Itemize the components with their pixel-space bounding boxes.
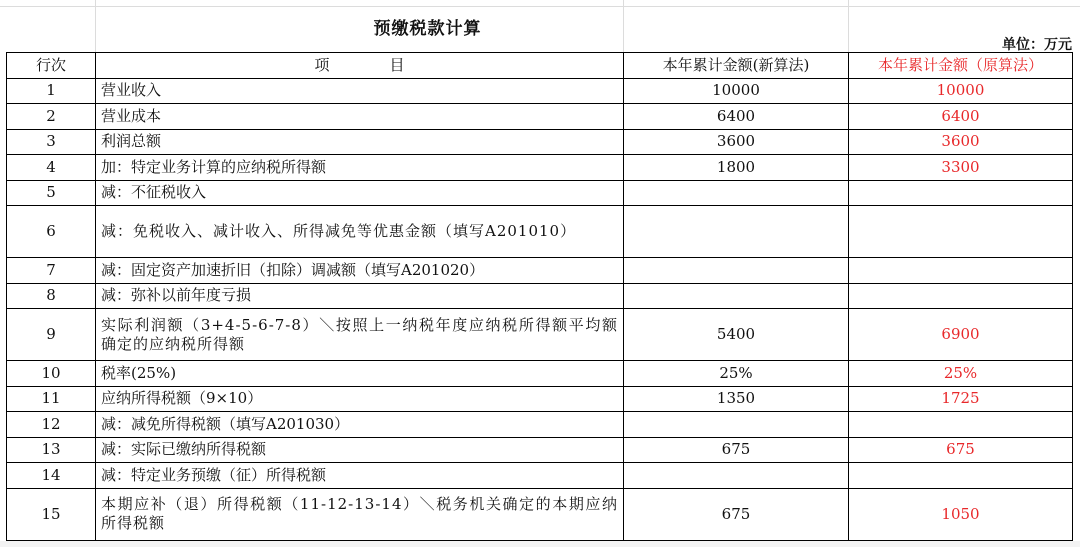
old-method-cell[interactable]	[849, 206, 1073, 258]
new-method-cell[interactable]: 3600	[624, 129, 849, 155]
row-number-cell[interactable]: 4	[7, 155, 96, 181]
new-method-cell[interactable]: 10000	[624, 78, 849, 104]
table-row	[7, 180, 1073, 206]
old-method-cell[interactable]: 3600	[849, 129, 1073, 155]
table-row	[7, 488, 1073, 540]
new-method-cell[interactable]	[624, 206, 849, 258]
table-row	[7, 463, 1073, 489]
item-cell[interactable]: 减：减免所得税额（填写A201030）	[96, 412, 624, 438]
row-number-cell[interactable]: 14	[7, 463, 96, 489]
table-row	[7, 104, 1073, 130]
row-number-cell[interactable]: 12	[7, 412, 96, 438]
new-method-cell[interactable]	[624, 283, 849, 309]
new-method-cell[interactable]: 1350	[624, 386, 849, 412]
row-number-cell[interactable]: 6	[7, 206, 96, 258]
new-method-cell[interactable]: 1800	[624, 155, 849, 181]
item-cell[interactable]: 营业收入	[96, 78, 624, 104]
item-cell[interactable]: 减：不征税收入	[96, 180, 624, 206]
item-cell[interactable]: 减：实际已缴纳所得税额	[96, 437, 624, 463]
item-cell[interactable]: 税率(25%)	[96, 361, 624, 387]
old-method-cell[interactable]: 3300	[849, 155, 1073, 181]
old-method-cell[interactable]: 6900	[849, 309, 1073, 361]
item-cell[interactable]: 减：固定资产加速折旧（扣除）调减额（填写A201020）	[96, 258, 624, 284]
old-method-cell[interactable]: 1050	[849, 488, 1073, 540]
item-cell[interactable]: 营业成本	[96, 104, 624, 130]
old-method-cell[interactable]	[849, 412, 1073, 438]
new-method-cell[interactable]: 5400	[624, 309, 849, 361]
row-number-cell[interactable]: 5	[7, 180, 96, 206]
row-number-cell[interactable]: 13	[7, 437, 96, 463]
new-method-cell[interactable]	[624, 258, 849, 284]
row-number-cell[interactable]: 9	[7, 309, 96, 361]
old-method-cell[interactable]	[849, 258, 1073, 284]
header-old-method[interactable]: 本年累计金额（原算法）	[849, 53, 1073, 79]
table-row	[7, 386, 1073, 412]
new-method-cell[interactable]: 6400	[624, 104, 849, 130]
new-method-cell[interactable]: 675	[624, 437, 849, 463]
old-method-cell[interactable]	[849, 463, 1073, 489]
table-row	[7, 258, 1073, 284]
row-number-cell[interactable]: 15	[7, 488, 96, 540]
old-method-cell[interactable]: 10000	[849, 78, 1073, 104]
header-row-number[interactable]: 行次	[7, 53, 96, 79]
sheet-bottom-strip	[0, 541, 1080, 547]
table-row	[7, 437, 1073, 463]
new-method-cell[interactable]: 675	[624, 488, 849, 540]
item-cell[interactable]: 实际利润额（3+4-5-6-7-8）＼按照上一纳税年度应纳税所得额平均额确定的应纳税所得额	[96, 309, 624, 361]
table-row	[7, 206, 1073, 258]
row-number-cell[interactable]: 11	[7, 386, 96, 412]
item-cell[interactable]: 利润总额	[96, 129, 624, 155]
old-method-cell[interactable]: 25%	[849, 361, 1073, 387]
gridline	[0, 6, 1080, 7]
table-row	[7, 129, 1073, 155]
table-row	[7, 309, 1073, 361]
sheet-title: 预缴税款计算	[373, 19, 482, 39]
item-cell[interactable]: 减：免税收入、减计收入、所得减免等优惠金额（填写A201010）	[96, 206, 624, 258]
item-cell[interactable]: 应纳所得税额（9×10）	[96, 386, 624, 412]
old-method-cell[interactable]: 675	[849, 437, 1073, 463]
header-item[interactable]: 项 目	[96, 53, 624, 79]
table-header-row	[7, 53, 1073, 79]
item-cell[interactable]: 本期应补（退）所得税额（11-12-13-14）＼税务机关确定的本期应纳所得税额	[96, 488, 624, 540]
item-cell[interactable]: 减：特定业务预缴（征）所得税额	[96, 463, 624, 489]
tax-table	[6, 52, 1073, 541]
unit-label: 单位：万元	[1002, 37, 1072, 53]
new-method-cell[interactable]: 25%	[624, 361, 849, 387]
row-number-cell[interactable]: 10	[7, 361, 96, 387]
item-cell[interactable]: 减：弥补以前年度亏损	[96, 283, 624, 309]
tax-table-body	[7, 53, 1073, 541]
old-method-cell[interactable]: 6400	[849, 104, 1073, 130]
table-row	[7, 283, 1073, 309]
new-method-cell[interactable]	[624, 412, 849, 438]
old-method-cell[interactable]	[849, 180, 1073, 206]
row-number-cell[interactable]: 2	[7, 104, 96, 130]
table-row	[7, 412, 1073, 438]
table-row	[7, 361, 1073, 387]
table-row	[7, 78, 1073, 104]
row-number-cell[interactable]: 8	[7, 283, 96, 309]
row-number-cell[interactable]: 7	[7, 258, 96, 284]
old-method-cell[interactable]: 1725	[849, 386, 1073, 412]
row-number-cell[interactable]: 1	[7, 78, 96, 104]
table-row	[7, 155, 1073, 181]
item-cell[interactable]: 加：特定业务计算的应纳税所得额	[96, 155, 624, 181]
header-new-method[interactable]: 本年累计金额(新算法)	[624, 53, 849, 79]
new-method-cell[interactable]	[624, 463, 849, 489]
new-method-cell[interactable]	[624, 180, 849, 206]
old-method-cell[interactable]	[849, 283, 1073, 309]
row-number-cell[interactable]: 3	[7, 129, 96, 155]
